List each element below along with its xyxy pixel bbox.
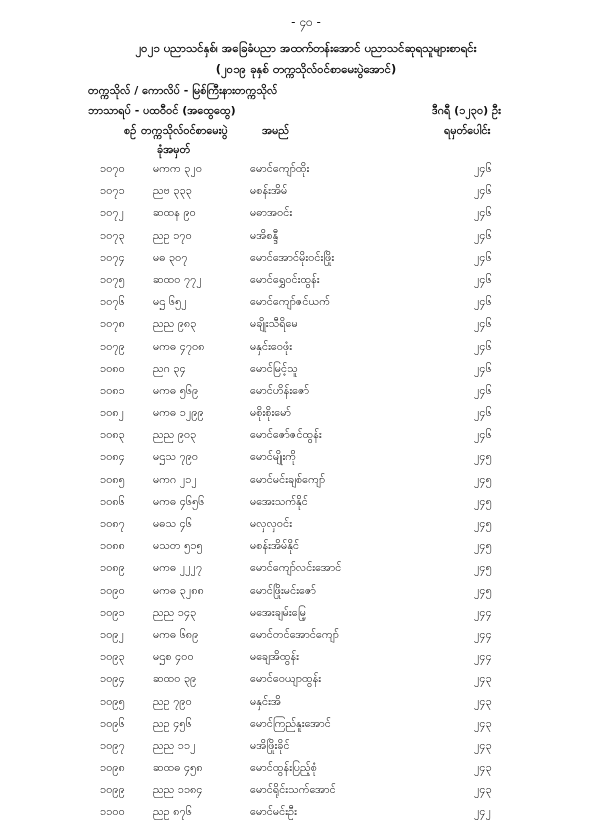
table-row: [0, 492, 612, 514]
row-number: ၁၀၉၉: [100, 783, 125, 797]
roll-number: မကဓ ၁၂၉၉: [153, 406, 204, 420]
column-header-roll-sub: ခုံအမှတ်: [157, 143, 191, 156]
score-value: ၂၄၅: [474, 494, 492, 508]
roll-number: မသတ ၅၁၅: [153, 539, 203, 553]
row-number: ၁၀၇၃: [100, 228, 125, 242]
roll-number: မကဓ ၅၆၉: [153, 383, 199, 397]
document-title: ၂၀၂၁ ပညာသင်နှစ်၊ အခြေခံပညာ အထက်တန်းအောင် ပညာသင်ဆုရသူများစာရင်း: [135, 41, 477, 55]
row-number: ၁၀၈၈: [100, 539, 125, 553]
count-heading: ဒီဂရီ (၁၂၃၀) ဦး: [432, 104, 501, 117]
roll-number: ဆထဓ ၄၅၈: [153, 761, 203, 775]
student-name: မောင်ကြည်နူးအောင်: [250, 716, 331, 730]
table-row: [0, 736, 612, 758]
student-name: မောင်မင်းချစ်ကျော်: [250, 472, 326, 486]
score-value: ၂၄၅: [474, 539, 492, 553]
roll-number: ညည ၁၄၃: [153, 605, 197, 619]
page-number: - ၄၀ -: [291, 15, 321, 29]
roll-number: မဓ ၃၀၇: [153, 250, 188, 264]
table-row: [0, 381, 612, 403]
university-heading: တက္ကသိုလ် / ကောလိပ် - မြစ်ကြီးနားတက္ကသိုလ်: [88, 84, 278, 97]
roll-number: ဆထဝ ၇၇၂: [153, 272, 202, 286]
student-name: မောင်ထွန်းပြည့်စုံ: [250, 761, 317, 775]
row-number: ၁၀၉၂: [100, 627, 124, 641]
score-value: ၂၄၆: [474, 295, 492, 309]
table-row: [0, 758, 612, 780]
row-number: ၁၁၀၀: [100, 805, 125, 819]
column-header-roll: တက္ကသိုလ်ဝင်စာမေးပွဲ: [141, 124, 228, 137]
row-number: ၁၀၇၆: [100, 295, 125, 309]
student-name: မောင်မင်းဦး: [250, 805, 297, 819]
row-number: ၁၀၇၉: [100, 339, 125, 353]
roll-number: မကဓ ၆၈၉: [153, 627, 199, 641]
student-name: မောင်ကျော်ဇင်ယက်: [250, 295, 330, 309]
score-value: ၂၄၆: [474, 339, 492, 353]
roll-number: မဌစ ၄၀၀: [153, 650, 194, 664]
student-name: မအေးသက်နိုင်: [250, 494, 308, 508]
table-row: [0, 270, 612, 292]
row-number: ၁၀၇၈: [100, 317, 125, 331]
row-number: ၁၀၈၂: [100, 406, 125, 420]
table-row: [0, 359, 612, 381]
row-number: ၁၀၇၅: [100, 272, 125, 286]
row-number: ၁၀၉၀: [100, 583, 125, 597]
table-row: [0, 802, 612, 824]
score-value: ၂၄၆: [474, 317, 492, 331]
student-name: မောင်ကျော်လင်းအောင်: [250, 561, 342, 575]
table-row: [0, 558, 612, 580]
table-row: [0, 181, 612, 203]
score-value: ၂၄၃: [474, 738, 492, 752]
student-name: မအေးချမ်းမြေ့: [250, 605, 307, 619]
document-subtitle: (၂၀၁၉ ခုနှစ် တက္ကသိုလ်ဝင်စာမေးပွဲအောင်): [215, 62, 397, 76]
score-value: ၂၄၆: [474, 383, 492, 397]
student-name: မလှလှဝင်း: [250, 517, 292, 530]
row-number: ၁၀၈၀: [100, 361, 125, 375]
row-number: ၁၀၉၇: [100, 738, 125, 752]
score-value: ၂၄၅: [474, 583, 492, 597]
roll-number: ညဂ ၃၄: [153, 361, 186, 375]
student-name: မအိဖြိုးခိုင်: [250, 738, 290, 752]
table-row: [0, 226, 612, 248]
row-number: ၁၀၇၄: [100, 250, 125, 264]
results-table: [0, 159, 612, 825]
table-row: [0, 692, 612, 714]
score-value: ၂၄၂: [474, 805, 491, 819]
row-number: ၁၀၇၁: [100, 184, 125, 198]
student-name: မောင်ကျော်ထိုး: [250, 162, 310, 175]
score-value: ၂၄၅: [474, 472, 492, 486]
table-row: [0, 514, 612, 536]
roll-number: ညဥ ၈၇၆: [153, 805, 192, 819]
student-name: မစန်းအိမ်နိုင်: [250, 539, 300, 553]
roll-number: မကက ၃၂၀: [153, 162, 203, 175]
roll-number: ဆထဝ ၃၉: [153, 672, 197, 686]
roll-number: မကဓ ၄၆၅၆: [153, 494, 205, 508]
roll-number: ညဥ ၄၅၆: [153, 716, 192, 730]
roll-number: ညည ၉၀၃: [153, 428, 197, 442]
score-value: ၂၄၆: [474, 206, 492, 220]
score-value: ၂၄၃: [474, 761, 492, 775]
row-number: ၁၀၈၉: [100, 561, 125, 575]
roll-number: ညည ၁၁၂: [153, 738, 196, 752]
roll-number: မကဓ ၂၂၂၇: [153, 561, 203, 575]
roll-number: မကဂ ၂၁၂: [153, 472, 197, 486]
student-name: မချိုးသီရိမေ: [250, 317, 298, 331]
table-row: [0, 536, 612, 558]
column-header-no: စဉ်: [124, 124, 137, 137]
row-number: ၁၀၉၅: [100, 694, 125, 708]
table-row: [0, 337, 612, 359]
student-name: မနှင်းအိ: [250, 694, 281, 708]
score-value: ၂၄၆: [474, 406, 492, 420]
student-name: မောင်ရွှေဝင်းထွန်း: [250, 272, 320, 286]
roll-number: မကဓ ၃၂၈၈: [153, 583, 204, 597]
table-row: [0, 647, 612, 669]
roll-number: ညဗ ၃၃၃: [153, 184, 192, 198]
score-value: ၂၄၅: [474, 561, 492, 575]
student-name: မောင်ဝေယျာထွန်း: [250, 672, 322, 686]
table-row: [0, 603, 612, 625]
roll-number: ညဥ ၁၇၀: [153, 228, 192, 242]
student-name: မအိစန္ဒီ: [250, 228, 279, 242]
row-number: ၁၀၈၁: [100, 383, 125, 397]
row-number: ၁၀၈၅: [100, 472, 125, 486]
score-value: ၂၄၆: [474, 250, 492, 264]
row-number: ၁၀၉၁: [100, 605, 125, 619]
roll-number: မဓသ ၄၆: [153, 517, 192, 530]
row-number: ၁၀၈၃: [100, 428, 125, 442]
score-value: ၂၄၃: [474, 716, 492, 730]
score-value: ၂၄၃: [474, 694, 492, 708]
row-number: ၁၀၉၃: [100, 650, 125, 664]
student-name: မနှင်းဝေဖုံး: [250, 339, 293, 353]
score-value: ၂၄၆: [474, 228, 492, 242]
subject-heading: ဘာသာရပ် - ပထဝီဝင် (အထွေထွေ): [88, 104, 236, 117]
student-name: မောင်တင်အောင်ကျော်: [250, 627, 339, 641]
table-row: [0, 314, 612, 336]
table-row: [0, 470, 612, 492]
row-number: ၁၀၉၆: [100, 716, 125, 730]
row-number: ၁၀၈၇: [100, 517, 125, 530]
table-row: [0, 425, 612, 447]
student-name: မဓာအဝင်း: [250, 206, 293, 220]
score-value: ၂၄၆: [474, 184, 492, 198]
roll-number: မဌ ၆၅၂: [153, 295, 187, 309]
score-value: ၂၄၅: [474, 517, 492, 530]
roll-number: ဆထန ၉၀: [153, 206, 196, 220]
score-value: ၂၄၃: [474, 783, 492, 797]
row-number: ၁၀၈၄: [100, 450, 125, 464]
student-name: မစန်းအိမ်: [250, 184, 288, 198]
score-value: ၂၄၆: [474, 428, 492, 442]
score-value: ၂၄၄: [474, 627, 492, 641]
student-name: မောင်မျိုးကို: [250, 450, 297, 464]
table-row: [0, 714, 612, 736]
roll-number: ညဥ ၇၉၀: [153, 694, 192, 708]
student-name: မစိုးစိုးမော်: [250, 406, 292, 420]
score-value: ၂၄၆: [474, 162, 492, 175]
score-value: ၂၄၄: [474, 605, 492, 619]
table-row: [0, 248, 612, 270]
column-header-score: ရမှတ်ပေါင်း: [444, 124, 491, 137]
roll-number: မကဓ ၄၇၀၈: [153, 339, 205, 353]
table-row: [0, 447, 612, 469]
student-name: မောင်အောင်မိုးဝင်းဖြိုး: [250, 250, 335, 264]
row-number: ၁၀၇၂: [100, 206, 124, 220]
student-name: မောင်ဖြိုးမင်းဇော်: [250, 583, 317, 597]
score-value: ၂၄၃: [474, 672, 492, 686]
table-row: [0, 625, 612, 647]
column-header-name: အမည်: [262, 124, 290, 137]
table-row: [0, 581, 612, 603]
score-value: ၂၄၅: [474, 450, 492, 464]
student-name: မောင်ရိုင်းသက်အောင်: [250, 783, 336, 797]
student-name: မောင်မြင့်သူ: [250, 361, 298, 375]
table-row: [0, 203, 612, 225]
row-number: ၁၀၈၆: [100, 494, 125, 508]
student-name: မောင်ဟိန်းဇော်: [250, 383, 310, 397]
roll-number: မဌသ ၇၉၀: [153, 450, 199, 464]
roll-number: ညည ၉၈၃: [153, 317, 197, 331]
table-row: [0, 292, 612, 314]
table-row: [0, 669, 612, 691]
score-value: ၂၄၄: [474, 650, 492, 664]
student-name: မချေအိထွန်း: [250, 650, 299, 664]
row-number: ၁၀၇၀: [100, 162, 125, 175]
score-value: ၂၄၆: [474, 272, 492, 286]
student-name: မောင်ဇော်ဇင်ထွန်း: [250, 428, 322, 442]
row-number: ၁၀၉၄: [100, 672, 125, 686]
table-row: [0, 403, 612, 425]
roll-number: ညည ၁၁၈၄: [153, 783, 203, 797]
score-value: ၂၄၆: [474, 361, 492, 375]
table-row: [0, 780, 612, 802]
table-row: [0, 159, 612, 181]
row-number: ၁၀၉၈: [100, 761, 125, 775]
